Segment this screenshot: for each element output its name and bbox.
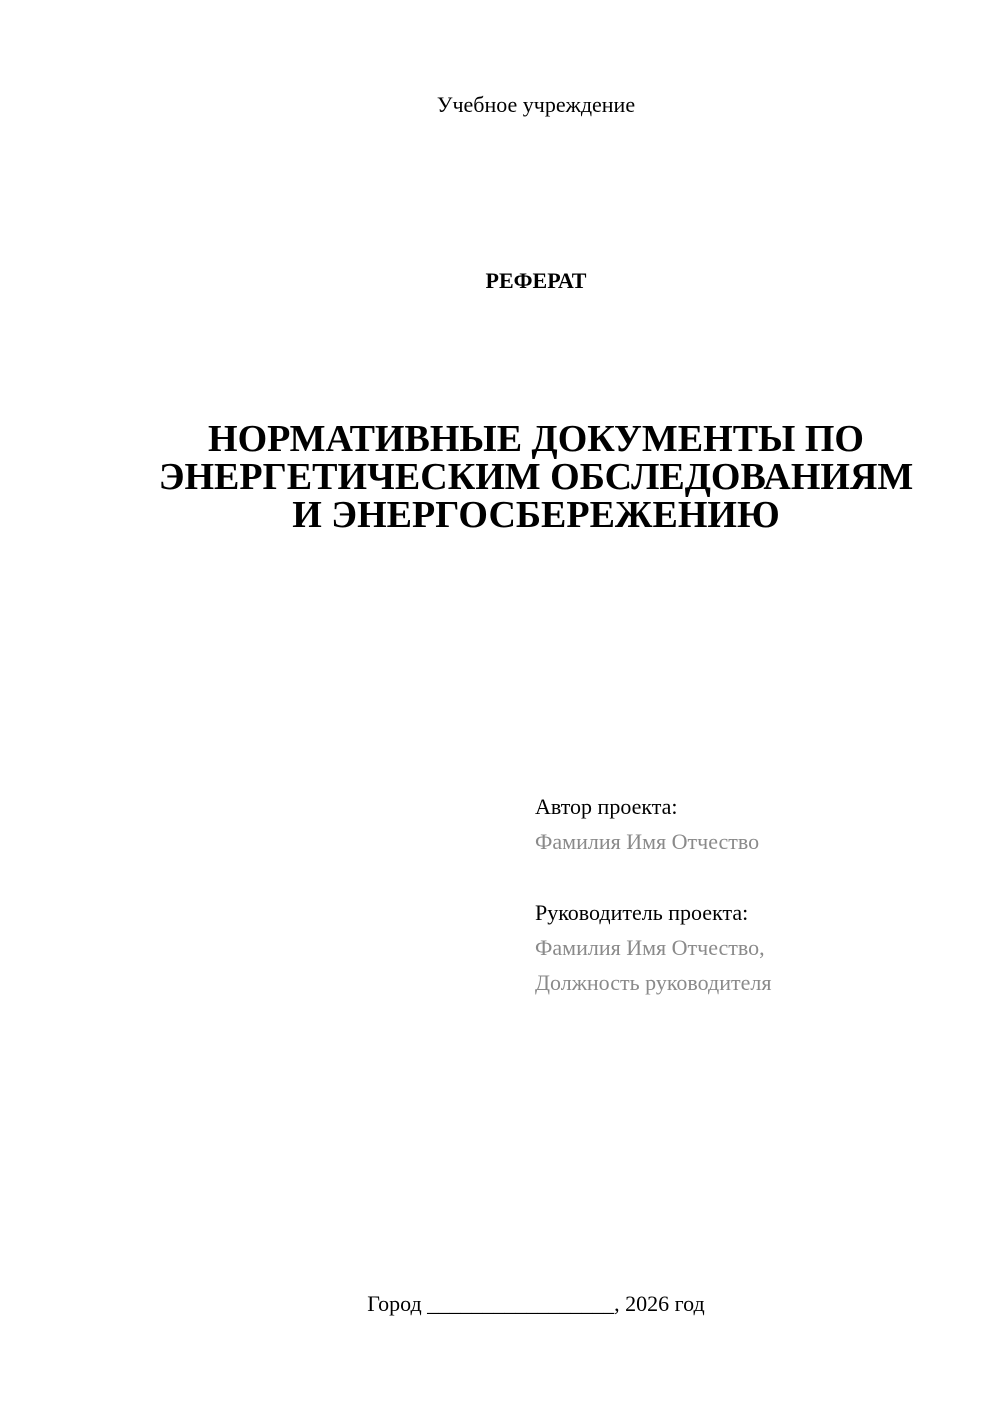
institution-name: Учебное учреждение xyxy=(436,92,636,117)
title-line: НОРМАТИВНЫЕ ДОКУМЕНТЫ ПО xyxy=(208,418,864,460)
document-type: РЕФЕРАТ xyxy=(485,268,587,293)
city-year-line: Город _________________, 2026 год xyxy=(367,1291,705,1316)
author-name: Фамилия Имя Отчество xyxy=(535,829,760,854)
supervisor-label: Руководитель проекта: xyxy=(535,900,749,925)
supervisor-position: Должность руководителя xyxy=(535,970,772,995)
author-label: Автор проекта: xyxy=(535,794,678,819)
signature-block xyxy=(535,789,975,1000)
document-title xyxy=(100,420,972,534)
title-line: ЭНЕРГЕТИЧЕСКИМ ОБСЛЕДОВАНИЯМ xyxy=(158,456,914,498)
signature-spacer xyxy=(535,859,975,895)
supervisor-name: Фамилия Имя Отчество, xyxy=(535,935,765,960)
title-line: И ЭНЕРГОСБЕРЕЖЕНИЮ xyxy=(292,494,780,536)
